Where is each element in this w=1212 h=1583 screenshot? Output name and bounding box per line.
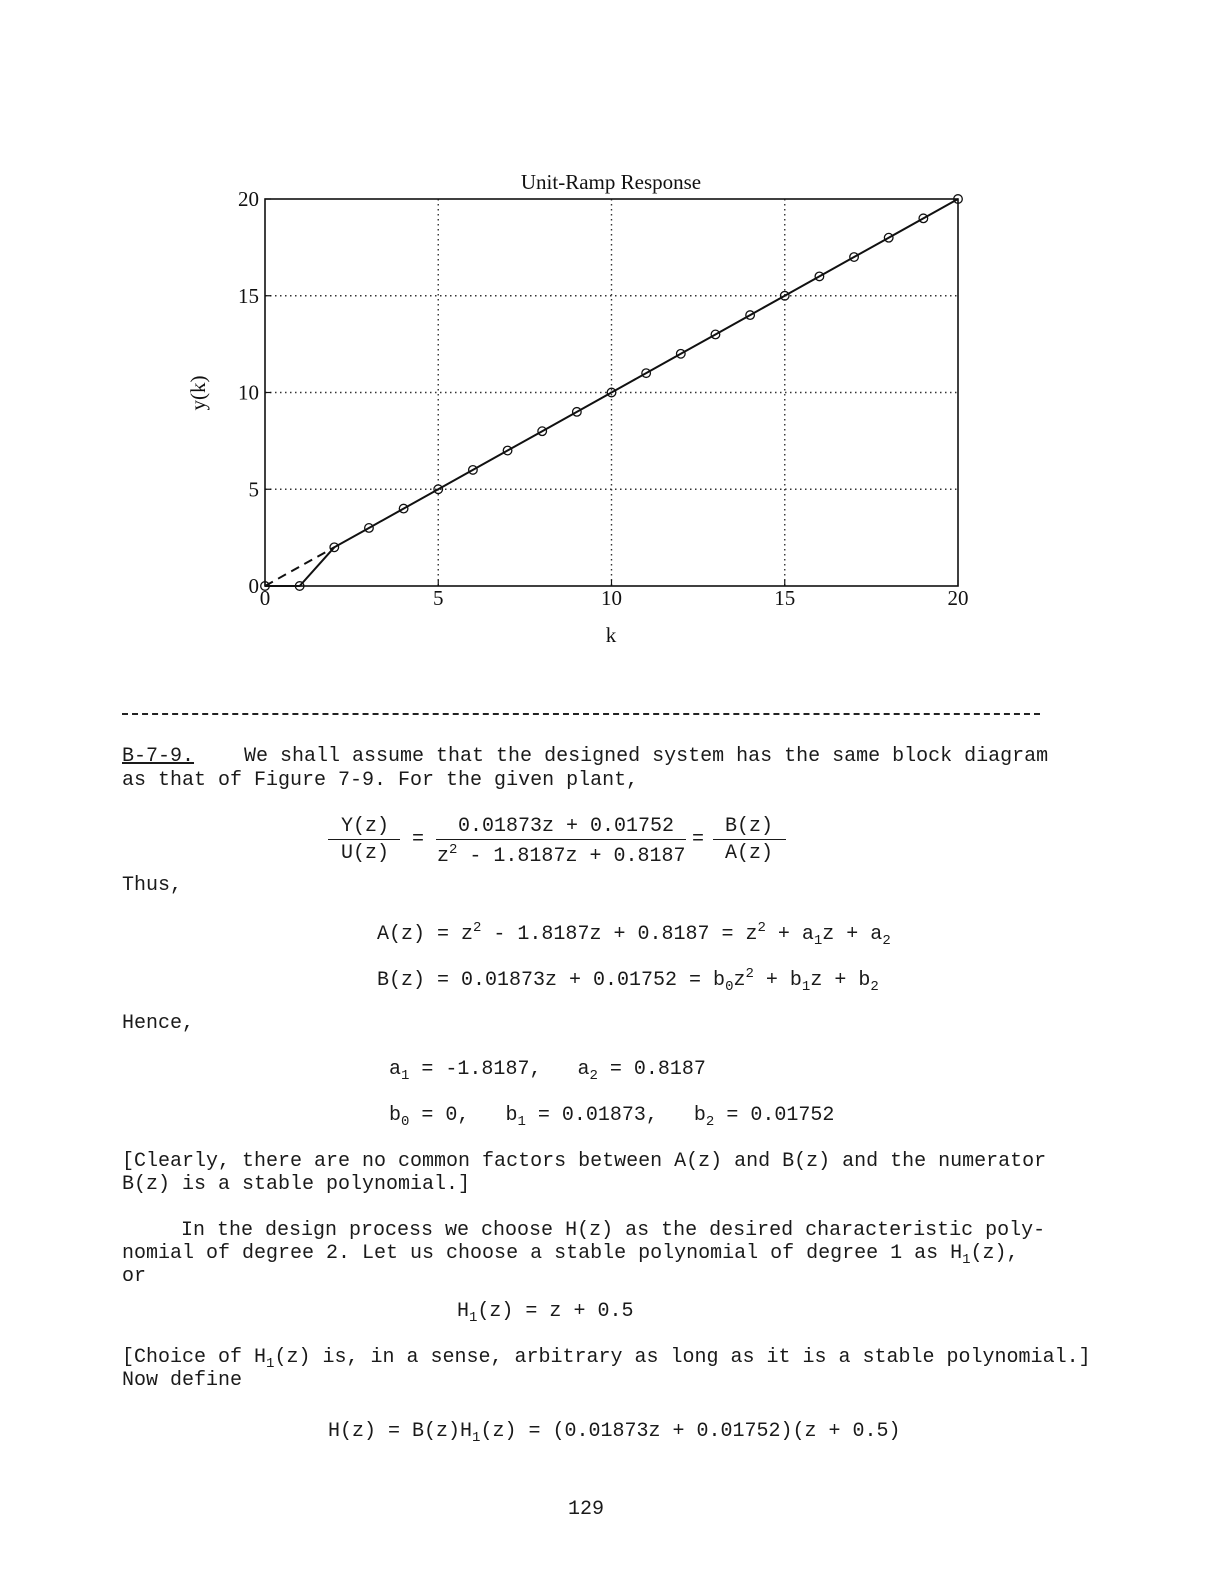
response-line: [265, 199, 958, 586]
equation-A: $A(z) = z^2 - 1.8187z + 0.8187 = z^2 + a_1z + a_2$: [377, 920, 891, 949]
chart-title: Unit-Ramp Response: [520, 170, 702, 194]
y-tick-label: 5: [248, 477, 259, 502]
x-tick-label: 20: [947, 586, 969, 610]
coefficients-b: $b_0 = 0$, $b_1 = 0.01873$, $b_2 = 0.01752$: [389, 1104, 835, 1130]
design-paragraph-line-3: or: [122, 1265, 147, 1288]
choice-note: [Choice of $H_1(z)$ is, in a sense, arbitrary as long as it is a stable polynomial.]: [122, 1346, 1091, 1372]
eq1-lhs-fraction-bar: [328, 839, 400, 840]
y-tick-label: 20: [238, 187, 259, 211]
problem-intro-line-1: B-7-9. We shall assume that the designed system has the same block diagram: [122, 745, 1049, 768]
y-tick-label: 15: [238, 283, 259, 308]
problem-intro-line-2: as that of Figure 7-9. For the given plant,: [122, 769, 639, 792]
problem-label: B-7-9.: [122, 745, 195, 768]
thus-label: Thus,: [122, 874, 183, 897]
equation-H1: $H_1(z) = z + 0.5$: [457, 1300, 634, 1326]
y-tick-label: 0: [248, 574, 259, 598]
eq1-lhs-numerator: Y(z): [341, 815, 390, 838]
equation-B: $B(z) = 0.01873z + 0.01752 = b_0z^2 + b_1z + b_2$: [377, 966, 879, 995]
y-tick-label: 10: [238, 380, 259, 405]
chart-x-axis-label: k: [605, 623, 617, 647]
eq1-lhs-denominator: U(z): [341, 842, 390, 865]
x-tick-label: 15: [774, 586, 796, 610]
eq1-rhs-denominator: A(z): [725, 842, 774, 865]
x-tick-label: 0: [259, 586, 271, 610]
eq1-mid-fraction-bar: [436, 839, 686, 840]
eq1-rhs-numerator: B(z): [725, 815, 774, 838]
x-tick-label: 10: [601, 586, 622, 610]
hence-label: Hence,: [122, 1012, 195, 1035]
chart-y-axis-label: y(k): [186, 375, 210, 411]
clearly-note-line-1: [Clearly, there are no common factors between A(z) and B(z) and the numerator: [122, 1150, 1047, 1173]
page-number: 129: [568, 1498, 605, 1521]
coefficients-a: $a_1 = -1.8187$, $a_2 = 0.8187$: [389, 1058, 706, 1084]
clearly-note-line-2: B(z) is a stable polynomial.]: [122, 1173, 471, 1196]
eq1-equals-2: =: [692, 828, 705, 851]
equation-H: $H(z) = B(z)H_1(z) = (0.01873z + 0.01752)(z + 0.5)$: [328, 1420, 901, 1446]
eq1-mid-numerator: 0.01873z + 0.01752: [458, 815, 675, 838]
eq1-rhs-fraction-bar: [713, 839, 786, 840]
chart-ticks: [238, 187, 969, 610]
now-define-label: Now define: [122, 1369, 243, 1392]
eq1-equals-1: =: [412, 828, 425, 851]
design-paragraph-line-1: In the design process we choose H(z) as the desired characteristic poly-: [181, 1219, 1046, 1242]
eq1-mid-denominator: $z^2 - 1.8187z + 0.8187$: [437, 842, 686, 868]
x-tick-label: 5: [433, 586, 444, 610]
design-paragraph-line-2: nomial of degree 2. Let us choose a stable polynomial of degree 1 as $H_1(z)$,: [122, 1242, 1019, 1268]
section-separator: [122, 713, 1040, 715]
unit-ramp-response-chart: [0, 0, 1212, 660]
ramp-input-dashed-line: [265, 547, 334, 586]
